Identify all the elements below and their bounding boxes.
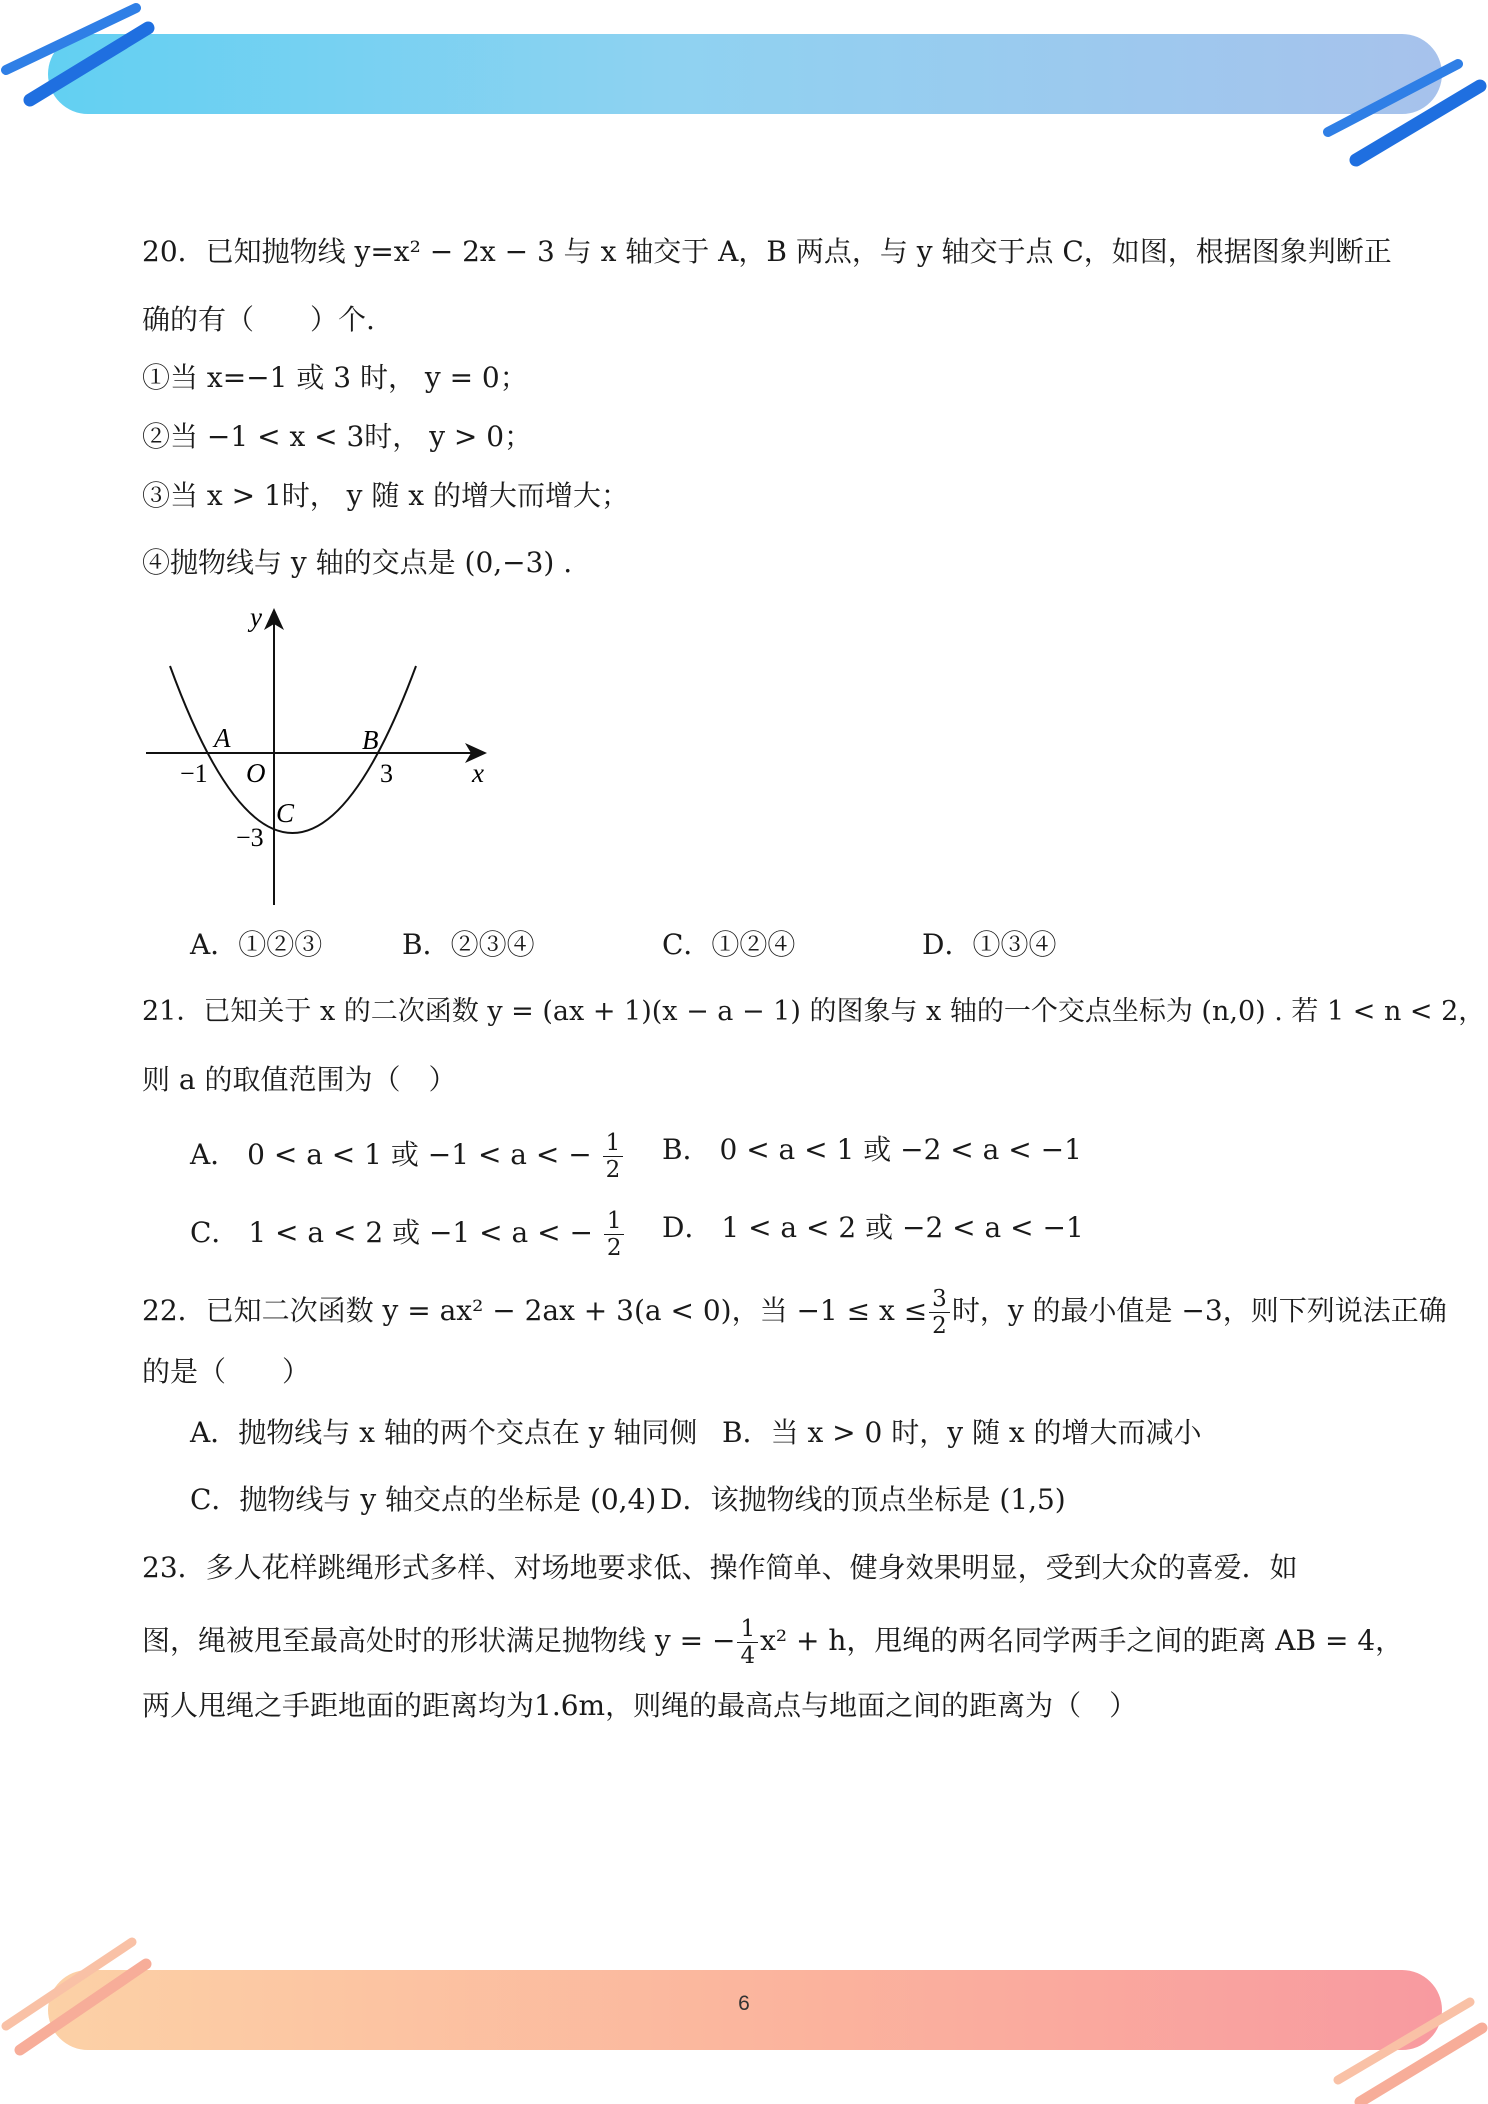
q22-option-c: C．抛物线与 y 轴交点的坐标是 (0,4): [190, 1483, 657, 1516]
header-stripes-left: [0, 0, 160, 120]
point-b-label: B: [362, 725, 379, 755]
page-number: 6: [738, 1992, 750, 2015]
q20-option-d: D．①③④: [922, 928, 1057, 961]
q21-option-c-text: C． 1 < a < 2 或 −1 < a < −: [190, 1216, 593, 1249]
q22-option-a: A．抛物线与 x 轴的两个交点在 y 轴同侧: [190, 1416, 698, 1449]
q22-stem-prefix: 22．已知二次函数 y = ax² − 2ax + 3(a < 0)，当 −1 ≤ x ≤: [142, 1294, 928, 1327]
q21-option-a: [190, 1130, 623, 1183]
fraction-three-halves: [929, 1286, 950, 1339]
header-band: [48, 34, 1442, 114]
q21-option-d: D． 1 < a < 2 或 −2 < a < −1: [662, 1211, 1084, 1244]
fraction-quarter: [737, 1616, 758, 1669]
q23-stem-prefix: 图，绳被甩至最高处时的形状满足抛物线 y = −: [142, 1624, 736, 1657]
fraction-denominator: 2: [605, 1157, 621, 1183]
fraction-half: [603, 1130, 624, 1183]
q21-option-a-text: A． 0 < a < 1 或 −1 < a < −: [190, 1138, 592, 1171]
y-axis-label: y: [250, 602, 262, 632]
header-stripes-right: [1320, 50, 1488, 170]
fraction-numerator: 1: [603, 1130, 624, 1157]
q22-stem-suffix: 时，y 的最小值是 −3，则下列说法正确: [951, 1294, 1447, 1327]
q21-option-c: [190, 1208, 624, 1261]
fraction-denominator: 2: [606, 1235, 622, 1261]
q20-option-c: C．①②④: [662, 928, 796, 961]
tick-label-neg1: −1: [180, 759, 208, 788]
x-axis-label: x: [472, 758, 484, 788]
fraction-numerator: 1: [737, 1616, 758, 1643]
q20-statement-3: ③当 x > 1时， y 随 x 的增大而增大；: [142, 479, 629, 512]
q20-option-b: B．②③④: [402, 928, 535, 961]
fraction-denominator: 4: [740, 1643, 756, 1669]
q22-option-b: B．当 x > 0 时，y 随 x 的增大而减小: [722, 1416, 1202, 1449]
q21-stem-line2: 则 a 的取值范围为（ ）: [142, 1063, 457, 1096]
q23-stem-line2: [142, 1616, 1403, 1669]
q22-stem-line1: [142, 1286, 1447, 1339]
fraction-numerator: 3: [929, 1286, 950, 1313]
q22-stem-line2: 的是（ ）: [142, 1355, 311, 1388]
q20-statement-1: ①当 x=−1 或 3 时， y = 0；: [142, 361, 528, 394]
point-c-label: C: [276, 798, 295, 828]
tick-label-neg3: −3: [236, 823, 264, 852]
q22-option-d: D．该抛物线的顶点坐标是 (1,5): [660, 1483, 1066, 1516]
q21-option-b: B． 0 < a < 1 或 −2 < a < −1: [662, 1133, 1082, 1166]
fraction-denominator: 2: [932, 1313, 947, 1339]
parabola-graph: [140, 600, 500, 910]
tick-label-3: 3: [380, 759, 393, 788]
q23-stem-line3: 两人甩绳之手距地面的距离均为1.6m，则绳的最高点与地面之间的距离为（ ）: [142, 1689, 1138, 1722]
q23-stem-line1: 23．多人花样跳绳形式多样、对场地要求低、操作简单、健身效果明显，受到大众的喜爱．如: [142, 1551, 1298, 1584]
q20-stem-line1: 20．已知抛物线 y=x² − 2x − 3 与 x 轴交于 A，B 两点，与 y 轴交于点 C，如图，根据图象判断正: [142, 235, 1392, 268]
q23-stem-suffix: x² + h，甩绳的两名同学两手之间的距离 AB = 4，: [760, 1624, 1404, 1657]
point-a-label: A: [214, 723, 231, 753]
fraction-half: [604, 1208, 625, 1261]
q21-stem-line1: 21．已知关于 x 的二次函数 y = (ax + 1)(x − a − 1) 的图象与 x 轴的一个交点坐标为 (n,0) . 若 1 < n < 2，: [142, 996, 1486, 1027]
origin-label: O: [246, 758, 266, 788]
q20-statement-2: ②当 −1 < x < 3时， y > 0；: [142, 420, 533, 453]
fraction-numerator: 1: [604, 1208, 625, 1235]
q20-stem-line2: 确的有（ ）个.: [142, 303, 375, 336]
q20-option-a: A．①②③: [190, 928, 323, 961]
q20-statement-4: ④抛物线与 y 轴的交点是 (0,−3) .: [142, 546, 573, 579]
